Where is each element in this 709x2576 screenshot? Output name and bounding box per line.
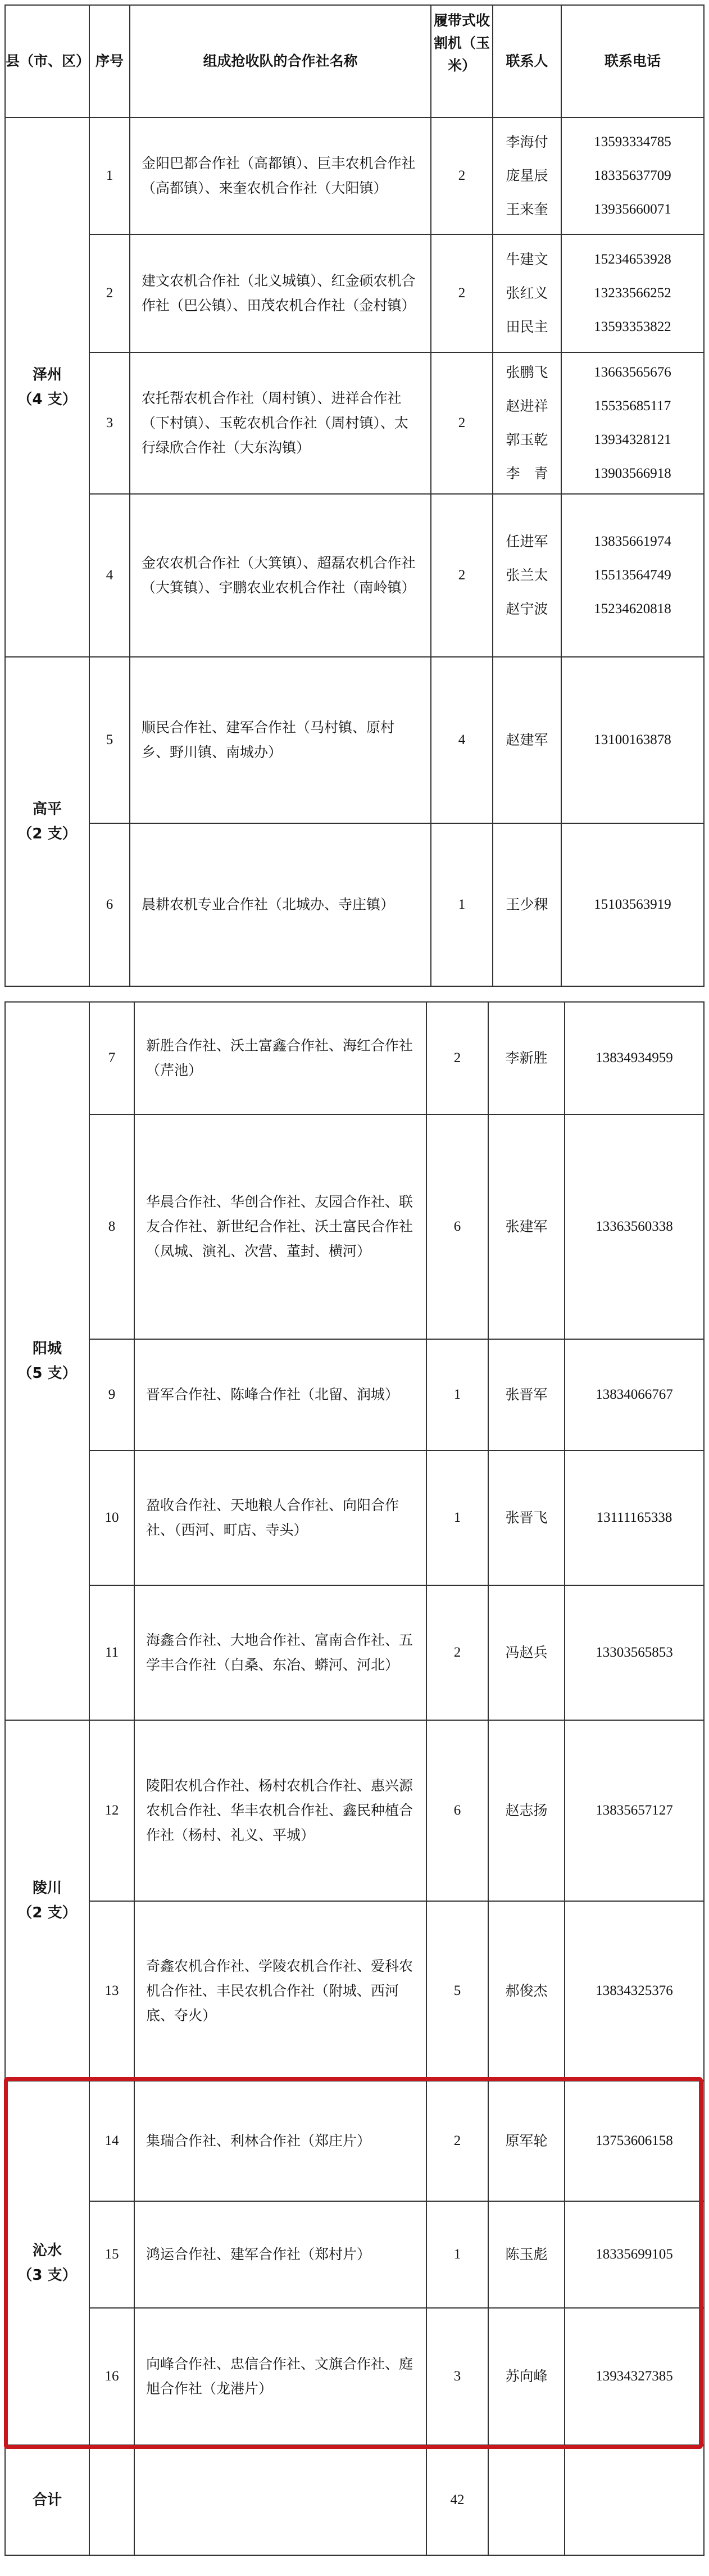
row-coops: 奇鑫农机合作社、学陵农机合作社、爱科农机合作社、丰民农机合作社（附城、西河底、夺火） bbox=[134, 1901, 426, 2081]
row-seq: 12 bbox=[89, 1720, 134, 1901]
row-contact: 赵建军 bbox=[493, 657, 561, 823]
header-seq: 序号 bbox=[89, 5, 130, 117]
row-coops: 建文农机合作社（北义城镇）、红金硕农机合作社（巴公镇）、田茂农机合作社（金村镇） bbox=[130, 234, 431, 352]
total-machines: 42 bbox=[426, 2445, 488, 2555]
row-phones: 13835661974 15513564749 15234620818 bbox=[561, 494, 704, 657]
row-phone: 13834066767 bbox=[565, 1339, 704, 1450]
row-machines: 4 bbox=[431, 657, 493, 823]
table-row bbox=[5, 1114, 704, 1339]
table-row bbox=[5, 1002, 704, 1114]
row-contact: 张晋军 bbox=[488, 1339, 565, 1450]
row-phone: 13834934959 bbox=[565, 1002, 704, 1114]
row-phone: 13100163878 bbox=[561, 657, 704, 823]
row-contacts: 任进军 张兰太 赵宁波 bbox=[493, 494, 561, 657]
table-row bbox=[5, 1339, 704, 1450]
row-coops: 鸿运合作社、建军合作社（郑村片） bbox=[134, 2201, 426, 2308]
row-machines: 2 bbox=[426, 1002, 488, 1114]
total-label: 合计 bbox=[5, 2445, 89, 2555]
row-seq: 14 bbox=[89, 2081, 134, 2201]
row-phone: 13363560338 bbox=[565, 1114, 704, 1339]
table-row bbox=[5, 494, 704, 657]
row-contacts: 牛建文 张红义 田民主 bbox=[493, 234, 561, 352]
row-contacts: 张鹏飞 赵进祥 郭玉乾 李 青 bbox=[493, 352, 561, 494]
row-contact: 张建军 bbox=[488, 1114, 565, 1339]
table-row bbox=[5, 234, 704, 352]
row-coops: 金阳巴都合作社（高都镇）、巨丰农机合作社（高都镇）、来奎农机合作社（大阳镇） bbox=[130, 117, 431, 234]
table-row bbox=[5, 117, 704, 234]
row-machines: 2 bbox=[431, 234, 493, 352]
row-machines: 2 bbox=[431, 494, 493, 657]
row-contact: 赵志扬 bbox=[488, 1720, 565, 1901]
row-contact: 陈玉彪 bbox=[488, 2201, 565, 2308]
table-row bbox=[5, 2081, 704, 2201]
row-machines: 2 bbox=[431, 117, 493, 234]
row-phones: 15234653928 13233566252 13593353822 bbox=[561, 234, 704, 352]
row-coops: 向峰合作社、忠信合作社、文旗合作社、庭旭合作社（龙港片） bbox=[134, 2308, 426, 2445]
row-phone: 15103563919 bbox=[561, 823, 704, 986]
row-phone: 18335699105 bbox=[565, 2201, 704, 2308]
coop-table-part2 bbox=[4, 1001, 705, 2556]
table-row bbox=[5, 1585, 704, 1720]
row-seq: 3 bbox=[89, 352, 130, 494]
row-seq: 5 bbox=[89, 657, 130, 823]
row-seq: 7 bbox=[89, 1002, 134, 1114]
row-coops: 陵阳农机合作社、杨村农机合作社、惠兴源农机合作社、华丰农机合作社、鑫民种植合作社（杨村、礼义、平城） bbox=[134, 1720, 426, 1901]
coop-table-part1 bbox=[4, 4, 705, 987]
row-coops: 海鑫合作社、大地合作社、富南合作社、五学丰合作社（白桑、东冶、蟒河、河北） bbox=[134, 1585, 426, 1720]
row-seq: 9 bbox=[89, 1339, 134, 1450]
row-seq: 6 bbox=[89, 823, 130, 986]
county-cell-lingchuan: 陵川 （2 支） bbox=[5, 1720, 89, 2081]
header-coops: 组成抢收队的合作社名称 bbox=[130, 5, 431, 117]
header-county: 县（市、区） bbox=[5, 5, 89, 117]
row-seq: 13 bbox=[89, 1901, 134, 2081]
header-machines: 履带式收割机（玉米） bbox=[431, 5, 493, 117]
table-row bbox=[5, 1450, 704, 1585]
row-coops: 顺民合作社、建军合作社（马村镇、原村乡、野川镇、南城办） bbox=[130, 657, 431, 823]
row-machines: 2 bbox=[426, 1585, 488, 1720]
total-row bbox=[5, 2445, 704, 2555]
header-phone: 联系电话 bbox=[561, 5, 704, 117]
row-phone: 13934327385 bbox=[565, 2308, 704, 2445]
row-contact: 冯赵兵 bbox=[488, 1585, 565, 1720]
county-cell-gaoping: 高平 （2 支） bbox=[5, 657, 89, 986]
row-seq: 10 bbox=[89, 1450, 134, 1585]
row-contact: 苏向峰 bbox=[488, 2308, 565, 2445]
row-coops: 华晨合作社、华创合作社、友园合作社、联友合作社、新世纪合作社、沃土富民合作社（凤城、演礼、次营、董封、横河） bbox=[134, 1114, 426, 1339]
row-machines: 3 bbox=[426, 2308, 488, 2445]
county-cell-zezhou: 泽州 （4 支） bbox=[5, 117, 89, 657]
row-machines: 2 bbox=[431, 352, 493, 494]
table-row bbox=[5, 2201, 704, 2308]
table-row bbox=[5, 657, 704, 823]
table-row bbox=[5, 1901, 704, 2081]
row-coops: 盈收合作社、天地粮人合作社、向阳合作社、（西河、町店、寺头） bbox=[134, 1450, 426, 1585]
row-phone: 13753606158 bbox=[565, 2081, 704, 2201]
row-contact: 王少稞 bbox=[493, 823, 561, 986]
total-empty-contact bbox=[488, 2445, 565, 2555]
row-machines: 6 bbox=[426, 1114, 488, 1339]
row-coops: 晋军合作社、陈峰合作社（北留、润城） bbox=[134, 1339, 426, 1450]
row-machines: 5 bbox=[426, 1901, 488, 2081]
row-contacts: 李海付 庞星辰 王来奎 bbox=[493, 117, 561, 234]
row-coops: 集瑞合作社、利林合作社（郑庄片） bbox=[134, 2081, 426, 2201]
row-seq: 2 bbox=[89, 234, 130, 352]
county-cell-qinshui: 沁水 （3 支） bbox=[5, 2081, 89, 2445]
row-coops: 金农农机合作社（大箕镇）、超磊农机合作社（大箕镇）、宇鹏农业农机合作社（南岭镇） bbox=[130, 494, 431, 657]
row-contact: 李新胜 bbox=[488, 1002, 565, 1114]
row-contact: 郝俊杰 bbox=[488, 1901, 565, 2081]
header-contact: 联系人 bbox=[493, 5, 561, 117]
table-row bbox=[5, 352, 704, 494]
table-header-row bbox=[5, 5, 704, 117]
row-machines: 1 bbox=[426, 1450, 488, 1585]
row-machines: 1 bbox=[431, 823, 493, 986]
row-seq: 4 bbox=[89, 494, 130, 657]
row-coops: 农托帮农机合作社（周村镇）、进祥合作社（下村镇）、玉乾农机合作社（周村镇）、太行绿欣合作社（大东沟镇） bbox=[130, 352, 431, 494]
row-machines: 1 bbox=[426, 1339, 488, 1450]
row-phone: 13303565853 bbox=[565, 1585, 704, 1720]
total-empty-phone bbox=[565, 2445, 704, 2555]
row-machines: 6 bbox=[426, 1720, 488, 1901]
county-cell-yangcheng: 阳城 （5 支） bbox=[5, 1002, 89, 1720]
row-seq: 16 bbox=[89, 2308, 134, 2445]
row-phone: 13111165338 bbox=[565, 1450, 704, 1585]
table-row bbox=[5, 2308, 704, 2445]
row-contact: 原军轮 bbox=[488, 2081, 565, 2201]
row-seq: 15 bbox=[89, 2201, 134, 2308]
table-row bbox=[5, 823, 704, 986]
row-seq: 1 bbox=[89, 117, 130, 234]
row-phones: 13663565676 15535685117 13934328121 13903566918 bbox=[561, 352, 704, 494]
row-coops: 晨耕农机专业合作社（北城办、寺庄镇） bbox=[130, 823, 431, 986]
row-seq: 8 bbox=[89, 1114, 134, 1339]
total-empty-seq bbox=[89, 2445, 134, 2555]
row-seq: 11 bbox=[89, 1585, 134, 1720]
row-contact: 张晋飞 bbox=[488, 1450, 565, 1585]
row-coops: 新胜合作社、沃土富鑫合作社、海红合作社（芹池） bbox=[134, 1002, 426, 1114]
table-row bbox=[5, 1720, 704, 1901]
row-machines: 2 bbox=[426, 2081, 488, 2201]
total-empty-coops bbox=[134, 2445, 426, 2555]
row-machines: 1 bbox=[426, 2201, 488, 2308]
row-phone: 13835657127 bbox=[565, 1720, 704, 1901]
row-phone: 13834325376 bbox=[565, 1901, 704, 2081]
row-phones: 13593334785 18335637709 13935660071 bbox=[561, 117, 704, 234]
